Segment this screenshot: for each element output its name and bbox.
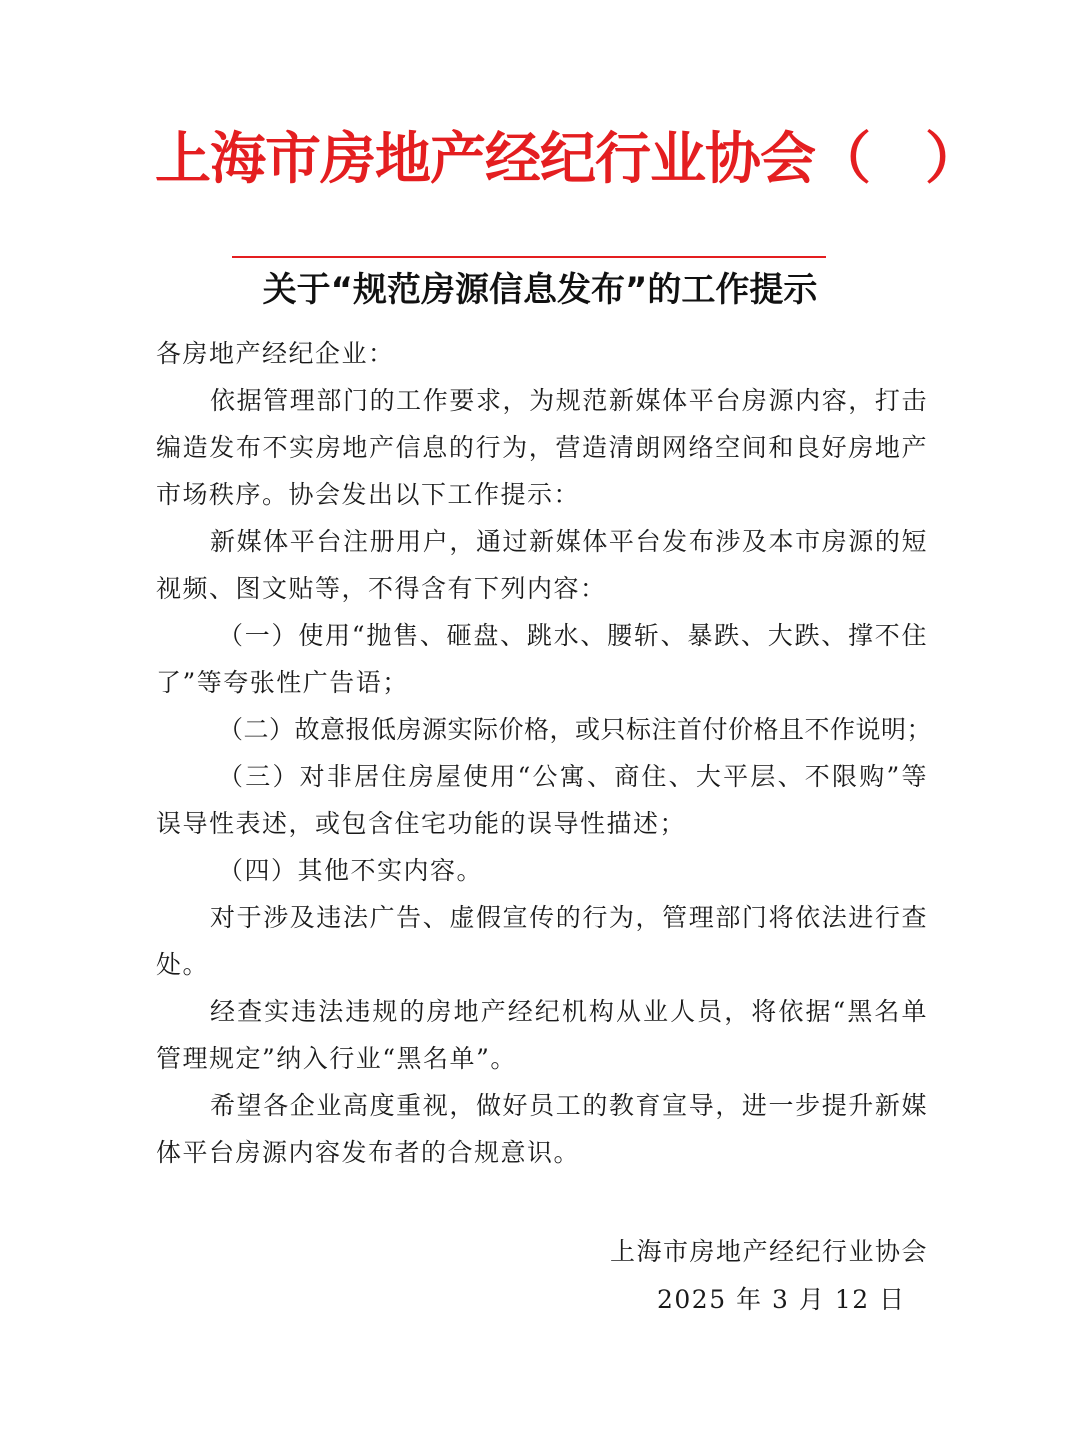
paragraph-enforcement: 对于涉及违法广告、虚假宣传的行为，管理部门将依法进行查处。: [156, 903, 928, 979]
paragraph-intro: 依据管理部门的工作要求，为规范新媒体平台房源内容，打击编造发布不实房地产信息的行为，营造清朗网络空间和良好房地产市场秩序。协会发出以下工作提示：: [156, 386, 928, 509]
document-body: [156, 330, 933, 1176]
paragraph-blacklist: 经查实违法违规的房地产经纪机构从业人员，将依据“黑名单管理规定”纳入行业“黑名单”。: [156, 997, 928, 1073]
paragraph-closing: 希望各企业高度重视，做好员工的教育宣导，进一步提升新媒体平台房源内容发布者的合规意识。: [156, 1091, 928, 1167]
list-item-3: （三）对非居住房屋使用“公寓、商住、大平层、不限购”等误导性表述，或包含住宅功能的误导性描述；: [156, 762, 928, 838]
salutation: 各房地产经纪企业：: [156, 339, 395, 368]
signature-organization: 上海市房地产经纪行业协会: [609, 1237, 928, 1266]
red-divider-line: [232, 256, 826, 258]
list-item-4: （四）其他不实内容。: [218, 856, 484, 885]
paragraph-scope: 新媒体平台注册用户，通过新媒体平台发布涉及本市房源的短视频、图文贴等，不得含有下列内容：: [156, 527, 928, 603]
list-item-2: （二）故意报低房源实际价格，或只标注首付价格且不作说明；: [218, 715, 933, 744]
letterhead-organization: 上海市房地产经纪行业协会（ ）: [155, 127, 980, 192]
list-item-1: （一）使用“抛售、砸盘、跳水、腰斩、暴跌、大跌、撑不住了”等夸张性广告语；: [156, 621, 928, 697]
document-date: 2025 年 3 月 12 日: [657, 1285, 906, 1314]
document-title: 关于“规范房源信息发布”的工作提示: [262, 270, 818, 310]
